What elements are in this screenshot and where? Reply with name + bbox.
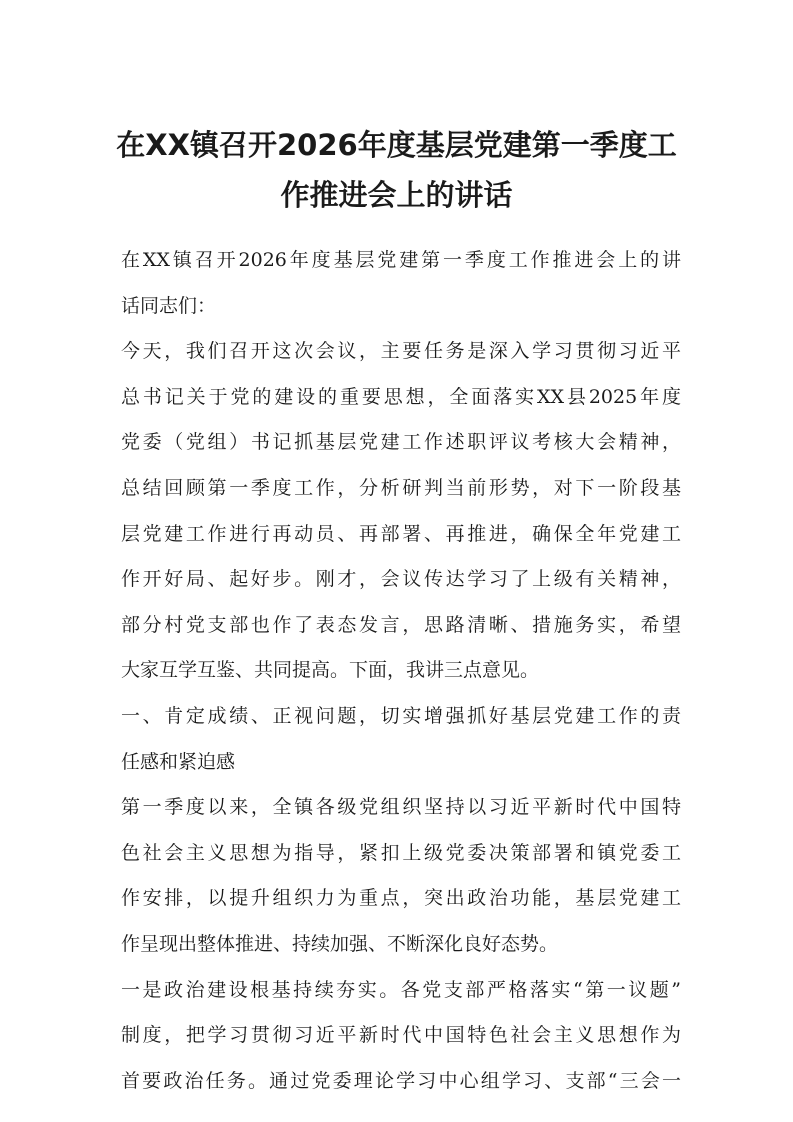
body-line: 作呈现出整体推进、持续加强、不断深化良好态势。 (121, 932, 559, 955)
body-line: 层党建工作进行再动员、再部署、再推进，确保全年党建工 (121, 522, 681, 545)
body-line: 一是政治建设根基持续夯实。各党支部严格落实“第一议题” (121, 978, 681, 1001)
body-line: 总书记关于党的建设的重要思想，全面落实XX县2025年度 (121, 385, 681, 408)
body-line: 首要政治任务。通过党委理论学习中心组学习、支部“三会一 (121, 1069, 681, 1092)
body-line: 作安排，以提升组织力为重点，突出政治功能，基层党建工 (121, 887, 681, 910)
body-line: 总结回顾第一季度工作，分析研判当前形势，对下一阶段基 (121, 476, 681, 499)
body-line: 话同志们： (121, 294, 217, 317)
body-line: 部分村党支部也作了表态发言，思路清晰、措施务实，希望 (121, 613, 681, 636)
body-line: 大家互学互鉴、共同提高。下面，我讲三点意见。 (121, 659, 540, 682)
body-line: 第一季度以来，全镇各级党组织坚持以习近平新时代中国特 (121, 796, 681, 819)
document-body (121, 238, 681, 1104)
body-line: 今天，我们召开这次会议，主要任务是深入学习贯彻习近平 (121, 340, 681, 363)
document-title-line-1: 在XX镇召开2026年度基层党建第一季度工 (116, 128, 677, 162)
body-line: 作开好局、起好步。刚才，会议传达学习了上级有关精神， (121, 568, 681, 591)
body-line: 在XX镇召开2026年度基层党建第一季度工作推进会上的讲 (121, 249, 681, 271)
document-title-line-2: 作推进会上的讲话 (280, 178, 513, 212)
body-line: 色社会主义思想为指导，紧扣上级党委决策部署和镇党委工 (121, 841, 681, 864)
body-line: 制度，把学习贯彻习近平新时代中国特色社会主义思想作为 (121, 1024, 681, 1047)
section-heading-line: 任感和紧迫感 (121, 750, 236, 773)
body-line: 党委（党组）书记抓基层党建工作述职评议考核大会精神， (121, 431, 681, 454)
section-heading-line: 一、肯定成绩、正视问题，切实增强抓好基层党建工作的责 (121, 704, 681, 727)
